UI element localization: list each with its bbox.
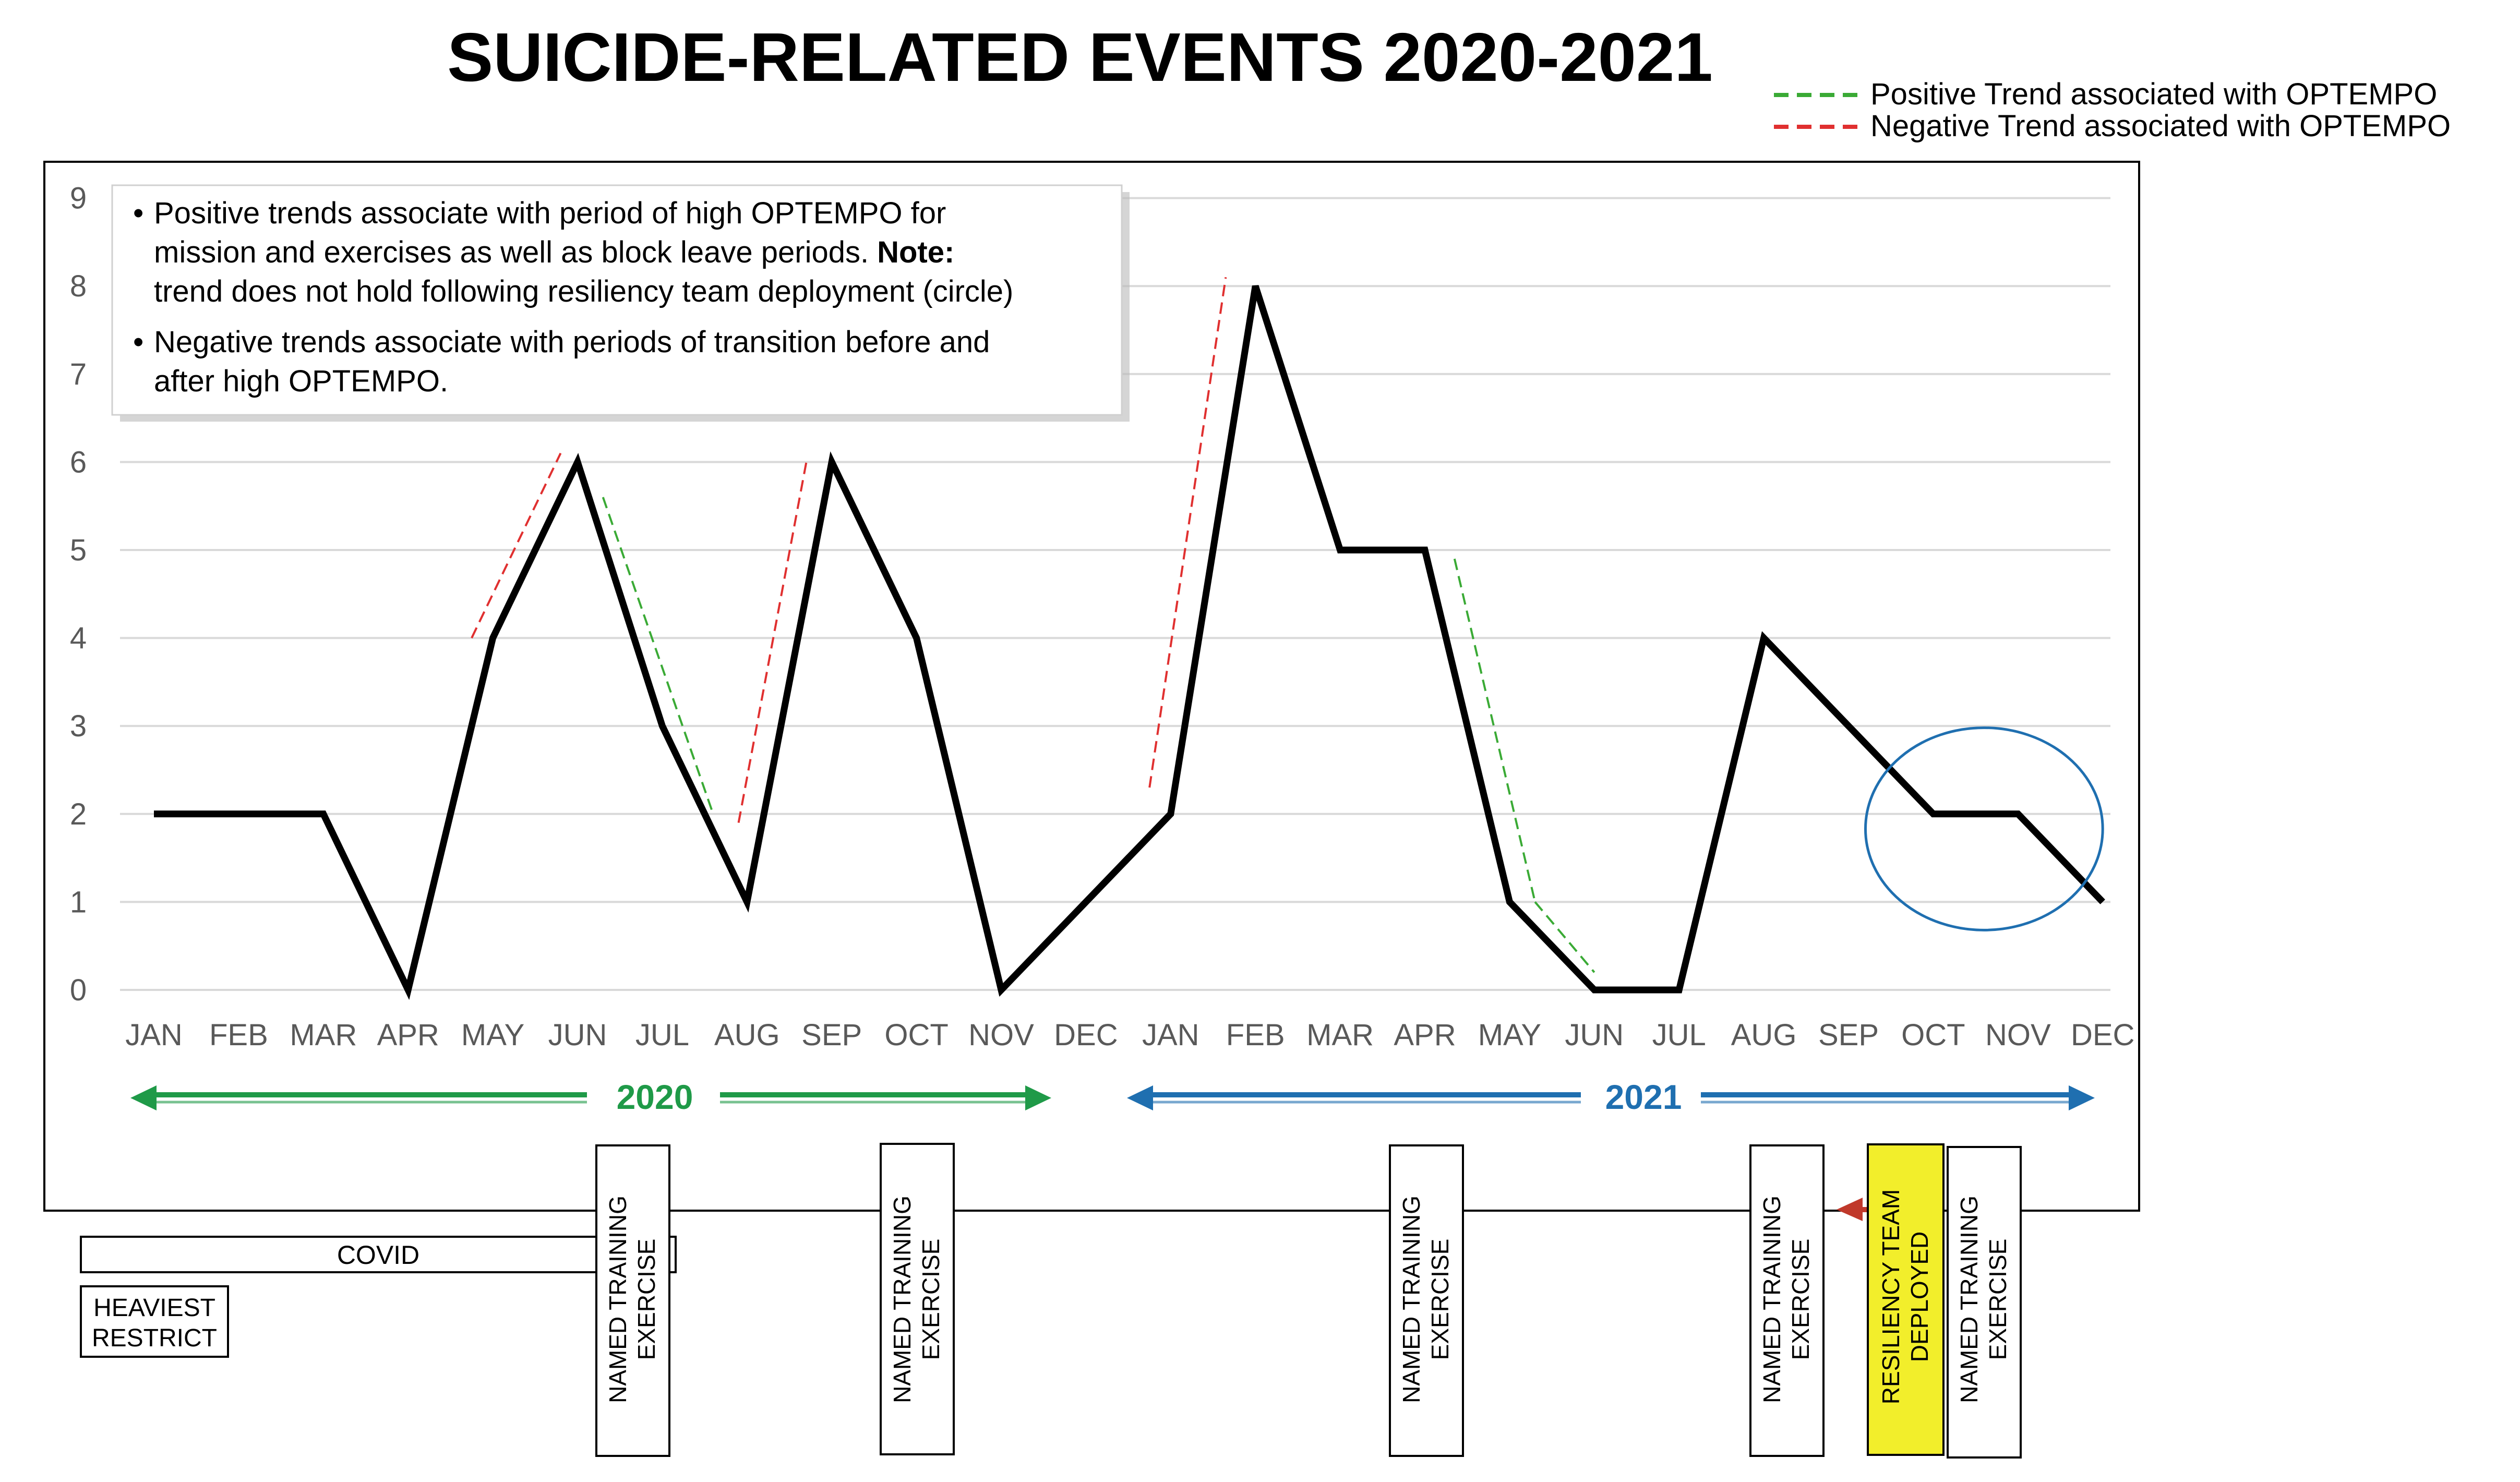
- event-5-line-1: RESILIENCY TEAM: [1877, 1189, 1904, 1405]
- note-1-line-3: trend does not hold following resiliency team deployment (circle): [154, 274, 1014, 308]
- year-2021-label: 2021: [1605, 1078, 1682, 1116]
- heaviest-restrict-box: [81, 1286, 228, 1357]
- x-tick-label: DEC: [2070, 1018, 2135, 1052]
- x-tick-label: MAY: [461, 1018, 525, 1052]
- x-tick-label: MAR: [1306, 1018, 1374, 1052]
- event-2-line-2: EXERCISE: [917, 1238, 944, 1360]
- covid-label: COVID: [337, 1240, 420, 1270]
- x-tick-label: OCT: [1901, 1018, 1965, 1052]
- event-1-line-2: EXERCISE: [633, 1238, 660, 1360]
- note-1-line-2-text: mission and exercises as well as block leave periods.: [154, 235, 869, 269]
- x-tick-label: APR: [377, 1018, 439, 1052]
- x-tick-label: DEC: [1054, 1018, 1118, 1052]
- heaviest-label-1: HEAVIEST: [93, 1294, 215, 1322]
- x-tick-label: FEB: [1226, 1018, 1285, 1052]
- heaviest-label-2: RESTRICT: [92, 1324, 217, 1352]
- x-tick-label: SEP: [801, 1018, 862, 1052]
- y-tick-label: 2: [69, 797, 87, 831]
- note-1-line-1: Positive trends associate with period of high OPTEMPO for: [154, 196, 946, 230]
- note-2-line-2: after high OPTEMPO.: [154, 364, 449, 398]
- event-4-line-2: EXERCISE: [1787, 1238, 1814, 1360]
- event-6-line-2: EXERCISE: [1984, 1238, 2011, 1360]
- x-tick-label: AUG: [1731, 1018, 1797, 1052]
- legend-positive-label: Positive Trend associated with OPTEMPO: [1870, 77, 2438, 111]
- x-tick-label: SEP: [1818, 1018, 1879, 1052]
- x-tick-label: MAR: [290, 1018, 357, 1052]
- event-1-line-1: NAMED TRAINING: [604, 1196, 631, 1403]
- y-tick-label: 3: [69, 709, 87, 744]
- y-tick-label: 0: [69, 973, 87, 1007]
- event-3-line-2: EXERCISE: [1426, 1238, 1454, 1360]
- event-named-training-3: [1390, 1145, 1463, 1456]
- year-2020-label: 2020: [616, 1078, 693, 1116]
- x-tick-label: FEB: [209, 1018, 268, 1052]
- y-tick-label: 1: [69, 885, 87, 919]
- event-named-training-5: [1948, 1147, 2021, 1457]
- note-2-line-1: Negative trends associate with periods of transition before and: [154, 325, 990, 359]
- note-1-line-2: [154, 235, 954, 269]
- x-tick-label: NOV: [968, 1018, 1034, 1052]
- event-4-line-1: NAMED TRAINING: [1758, 1196, 1785, 1403]
- legend-negative-label: Negative Trend associated with OPTEMPO: [1870, 109, 2451, 143]
- event-6-line-1: NAMED TRAINING: [1955, 1196, 1983, 1403]
- note-1-note-label: Note:: [877, 235, 955, 269]
- y-tick-label: 7: [69, 357, 87, 391]
- event-named-training-2: [881, 1144, 954, 1454]
- y-tick-label: 9: [69, 181, 87, 216]
- covid-bar: [81, 1237, 676, 1272]
- chart-title: SUICIDE-RELATED EVENTS 2020-2021: [447, 19, 1713, 95]
- x-tick-label: JUN: [548, 1018, 607, 1052]
- x-tick-label: MAY: [1478, 1018, 1542, 1052]
- y-tick-label: 4: [69, 621, 87, 655]
- x-tick-label: NOV: [1985, 1018, 2051, 1052]
- x-tick-label: OCT: [884, 1018, 949, 1052]
- y-tick-label: 6: [69, 445, 87, 480]
- x-tick-label: JUL: [635, 1018, 689, 1052]
- note-bullet-2: •: [133, 325, 144, 359]
- y-tick-label: 5: [69, 533, 87, 567]
- notes-box: [112, 185, 1130, 422]
- legend: [1774, 77, 2451, 143]
- x-tick-label: APR: [1394, 1018, 1456, 1052]
- event-5-line-2: DEPLOYED: [1906, 1231, 1933, 1363]
- x-tick-label: JUL: [1652, 1018, 1706, 1052]
- event-3-line-1: NAMED TRAINING: [1398, 1196, 1425, 1403]
- event-named-training-4: [1750, 1145, 1823, 1456]
- event-named-training-1: [596, 1145, 669, 1456]
- note-bullet-1: •: [133, 196, 144, 230]
- x-tick-label: JAN: [1142, 1018, 1199, 1052]
- y-tick-label: 8: [69, 269, 87, 304]
- x-tick-label: AUG: [714, 1018, 780, 1052]
- event-2-line-1: NAMED TRAINING: [889, 1196, 916, 1403]
- x-tick-label: JUN: [1565, 1018, 1624, 1052]
- x-tick-label: JAN: [125, 1018, 183, 1052]
